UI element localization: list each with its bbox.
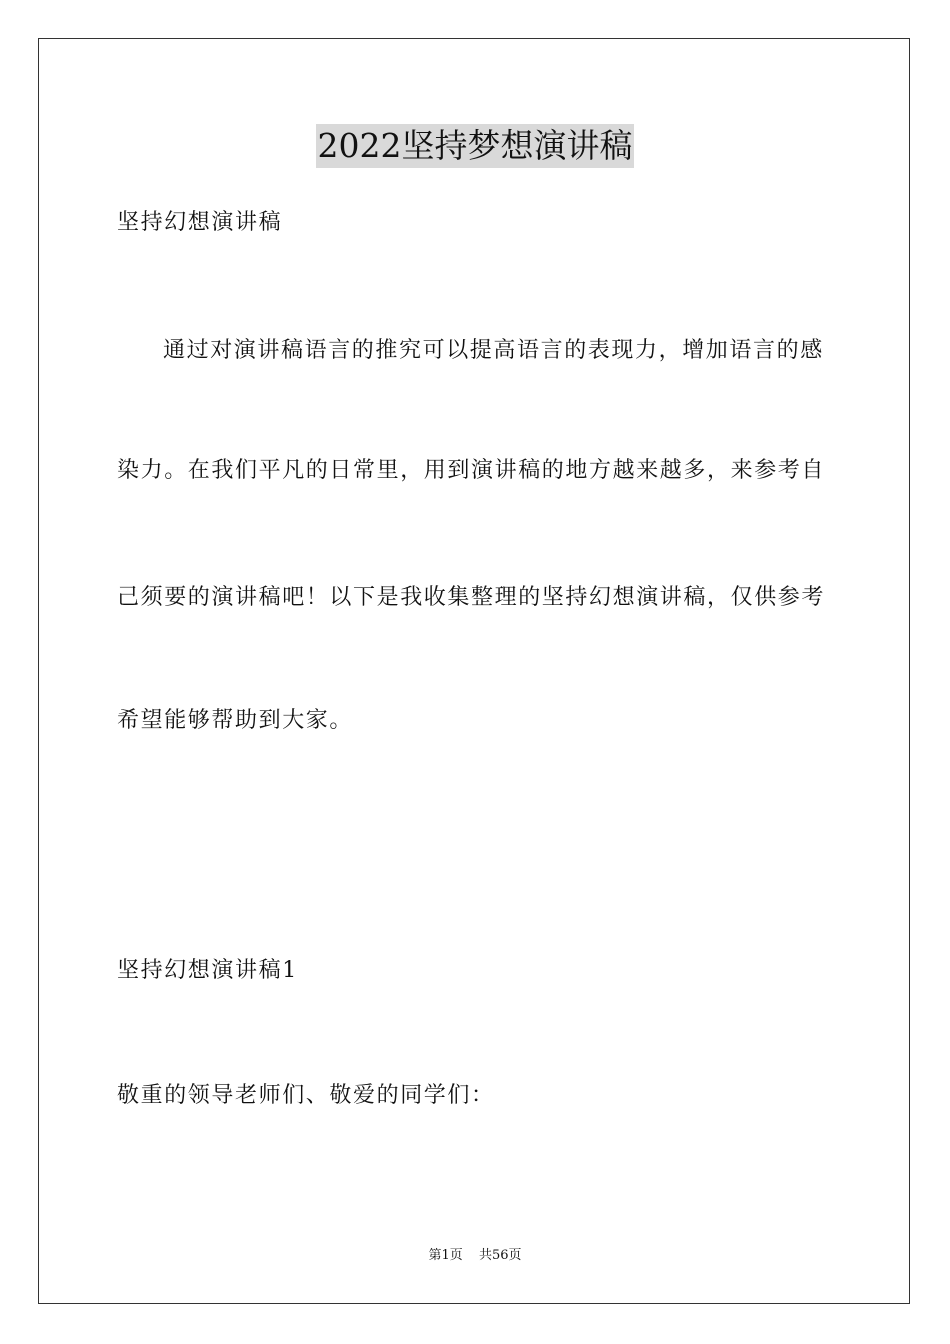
- document-title: 2022坚持梦想演讲稿: [316, 124, 635, 168]
- title-container: [0, 124, 950, 168]
- section-heading: 坚持幻想演讲稿1: [117, 958, 298, 983]
- document-subtitle: 坚持幻想演讲稿: [117, 210, 283, 235]
- intro-line-1: 通过对演讲稿语言的推究可以提高语言的表现力，增加语言的感: [163, 338, 824, 363]
- intro-line-3: 己须要的演讲稿吧！以下是我收集整理的坚持幻想演讲稿，仅供参考: [117, 585, 826, 610]
- intro-line-2: 染力。在我们平凡的日常里，用到演讲稿的地方越来越多，来参考自: [117, 458, 826, 483]
- page-number: 第1页: [428, 1248, 463, 1263]
- salutation: 敬重的领导老师们、敬爱的同学们：: [117, 1083, 495, 1108]
- intro-line-4: 希望能够帮助到大家。: [117, 708, 354, 733]
- page-total: 共56页: [478, 1248, 522, 1263]
- page-footer: [0, 1247, 950, 1265]
